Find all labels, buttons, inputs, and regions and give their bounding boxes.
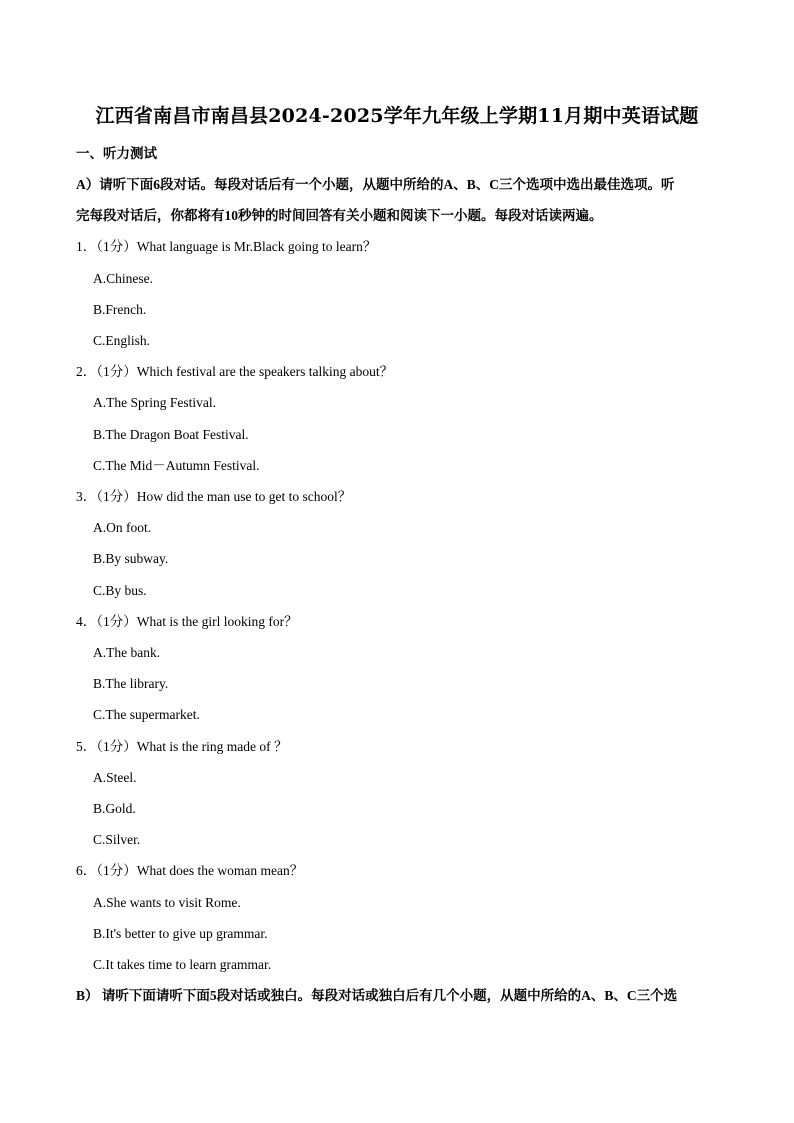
question-5-option-b: B.Gold. bbox=[93, 801, 136, 816]
question-5-option-a: A.Steel. bbox=[93, 770, 137, 785]
question-1-stem: 1．（1分）What language is Mr.Black going to learn？ bbox=[76, 239, 377, 254]
question-5-option-c: C.Silver. bbox=[93, 832, 141, 847]
question-6-stem: 6．（1分）What does the woman mean？ bbox=[76, 863, 304, 878]
question-2-option-a: A.The Spring Festival. bbox=[93, 395, 216, 410]
question-4-option-a: A.The bank. bbox=[93, 645, 161, 660]
question-4-option-c: C.The supermarket. bbox=[93, 707, 200, 722]
question-2-option-c: C.The Mid－Autumn Festival. bbox=[93, 458, 260, 473]
exam-title: 江西省南昌市南昌县2024-2025学年九年级上学期11月期中英语试题 bbox=[95, 105, 699, 127]
question-3-option-c: C.By bus. bbox=[93, 583, 147, 598]
part-a-instructions-line1: A）请听下面6段对话。每段对话后有一个小题，从题中所给的A、B、C三个选项中选出最佳选项。听 bbox=[76, 177, 675, 192]
question-3-option-a: A.On foot. bbox=[93, 520, 152, 535]
part-b-instructions-line1: B） 请听下面请听下面5段对话或独白。每段对话或独白后有几个小题，从题中所给的A、B、C三个选 bbox=[76, 988, 678, 1003]
question-5-stem: 5．（1分）What is the ring made of ？ bbox=[76, 739, 288, 754]
question-6-option-c: C.It takes time to learn grammar. bbox=[93, 957, 272, 972]
question-1-option-b: B.French. bbox=[93, 302, 147, 317]
section-heading: 一、听力测试 bbox=[76, 146, 157, 161]
question-4-stem: 4．（1分）What is the girl looking for？ bbox=[76, 614, 298, 629]
question-6-option-b: B.It's better to give up grammar. bbox=[93, 926, 268, 941]
question-6-option-a: A.She wants to visit Rome. bbox=[93, 895, 241, 910]
part-a-instructions-line2: 完每段对话后，你都将有10秒钟的时间回答有关小题和阅读下一小题。每段对话读两遍。 bbox=[76, 208, 603, 223]
question-1-option-c: C.English. bbox=[93, 333, 151, 348]
question-3-option-b: B.By subway. bbox=[93, 551, 169, 566]
question-4-option-b: B.The library. bbox=[93, 676, 169, 691]
question-3-stem: 3．（1分）How did the man use to get to school？ bbox=[76, 489, 352, 504]
question-2-stem: 2．（1分）Which festival are the speakers talking about？ bbox=[76, 364, 394, 379]
question-2-option-b: B.The Dragon Boat Festival. bbox=[93, 427, 249, 442]
question-1-option-a: A.Chinese. bbox=[93, 271, 153, 286]
